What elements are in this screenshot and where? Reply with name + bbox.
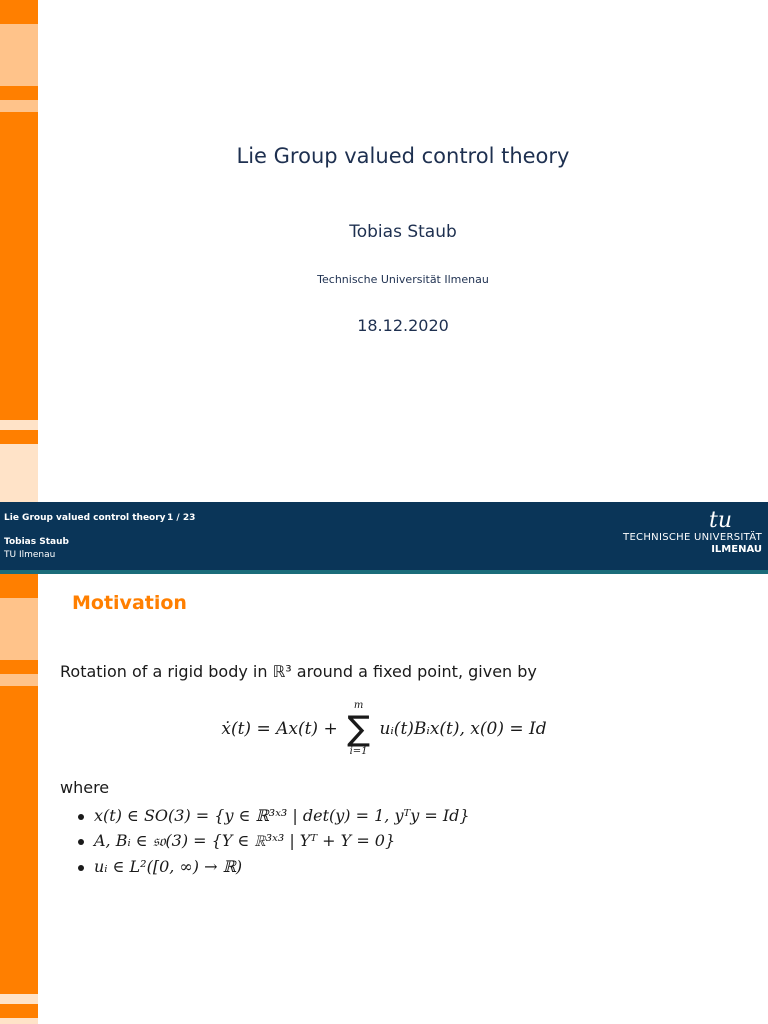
control-equation [0,700,768,758]
sidebar-band [0,100,38,112]
title-slide [0,0,768,502]
footer-short-title: Lie Group valued control theory [4,513,166,523]
presentation-title: Lie Group valued control theory [236,144,570,168]
motivation-slide [0,574,768,1024]
sum-upper-limit: m [353,700,364,711]
sidebar-band [0,24,38,86]
logo-line2: ILMENAU [711,544,762,555]
sidebar-band [0,674,38,686]
bullet-icon [78,814,84,820]
sidebar-band [0,598,38,660]
frame-title: Motivation [72,592,187,614]
bullet-icon [78,839,84,845]
logo-line1: TECHNISCHE UNIVERSITÄT [623,532,762,543]
list-item: x(t) ∈ SO(3) = {y ∈ ℝ³ˣ³ | det(y) = 1, yᵀy = Id} [78,806,470,825]
tu-logo-icon: tu [708,508,732,533]
tu-ilmenau-logo [622,510,762,556]
sidebar-band [0,994,38,1004]
presentation-date: 18.12.2020 [357,316,449,335]
author-name: Tobias Staub [349,222,457,242]
slide-footer [0,502,768,570]
footer-affiliation: TU Ilmenau [4,550,56,560]
definition-list [78,806,470,882]
list-item: uᵢ ∈ L²([0, ∞) → ℝ) [78,857,470,876]
bullet-icon [78,865,84,871]
equation-rhs: uᵢ(t)Bᵢx(t), x(0) = Id [379,719,547,739]
equation-lhs: ẋ(t) = Ax(t) + [221,719,338,739]
sidebar-band [0,444,38,502]
list-item: A, Bᵢ ∈ 𝔰𝔬(3) = {Y ∈ ℝ³ˣ³ | Yᵀ + Y = 0} [78,831,470,851]
sidebar-band [0,420,38,430]
sigma-symbol: ∑ [347,709,371,749]
sidebar-band [0,1018,38,1024]
sum-operator [347,700,370,758]
intro-text: Rotation of a rigid body in ℝ³ around a fixed point, given by [60,662,537,681]
footer-author: Tobias Staub [4,537,69,547]
footer-page-number: 1 / 23 [167,513,196,523]
institution: Technische Universität Ilmenau [317,273,489,286]
where-label: where [60,778,110,797]
sum-lower-limit: i=1 [349,746,368,757]
